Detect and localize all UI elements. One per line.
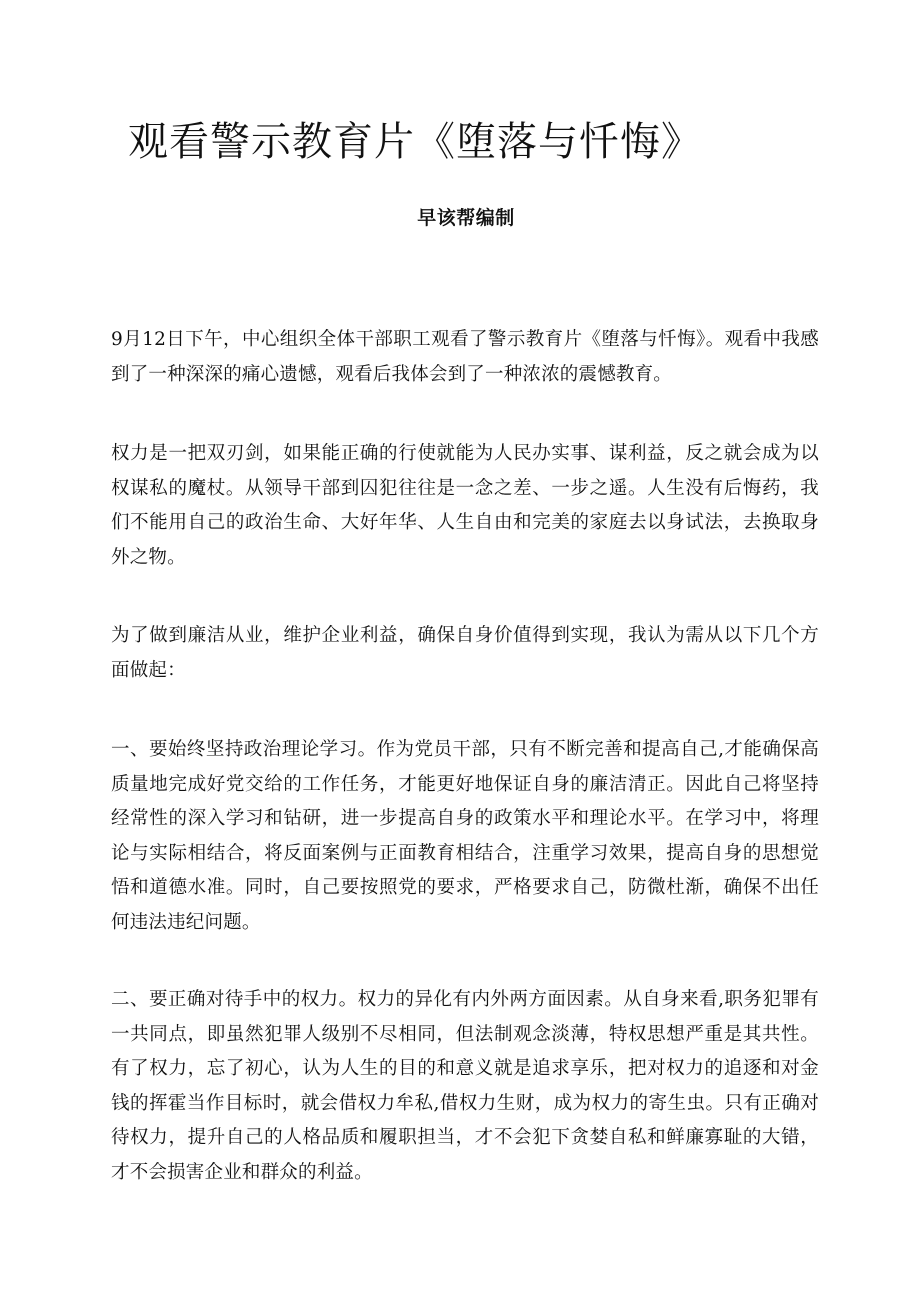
document-author: 早该帮编制 <box>417 207 515 229</box>
paragraph-point-two: 二、要正确对待手中的权力。权力的异化有内外两方面因素。从自身来看,职务犯罪有一共同点，即虽然犯罪人级别不尽相同，但法制观念淡薄，特权思想严重是其共性。有了权力，忘了初心，认为人生的目的和意义就是追求享乐，把对权力的追逐和对金钱的挥霍当作目标时，就会借权力牟私,借权力生财，成为权力的寄生虫。只有正确对待权力，提升自己的人格品质和履职担当，才不会犯下贪婪自私和鲜廉寡耻的大错，才不会损害企业和群众的利益。 <box>111 989 819 1183</box>
paragraph-intro: 9月12日下午，中心组织全体干部职工观看了警示教育片《堕落与忏悔》。观看中我感到了一种深深的痛心遗憾，观看后我体会到了一种浓浓的震憾教育。 <box>111 329 819 385</box>
paragraph-point-one: 一、要始终坚持政治理论学习。作为党员干部，只有不断完善和提高自己,才能确保高质量地完成好党交给的工作任务，才能更好地保证自身的廉洁清正。因此自己将坚持经常性的深入学习和钻研，进一步提高自身的政策水平和理论水平。在学习中，将理论与实际相结合，将反面案例与正面教育相结合，注重学习效果，提高自身的思想觉悟和道德水准。同时，自己要按照党的要求，严格要求自己，防微杜渐，确保不出任何违法违纪问题。 <box>111 739 819 933</box>
paragraph-approach: 为了做到廉洁从业，维护企业利益，确保自身价值得到实现，我认为需从以下几个方面做起： <box>111 625 819 681</box>
document-title: 观看警示教育片《堕落与忏悔》 <box>128 119 702 165</box>
paragraph-power: 权力是一把双刃剑，如果能正确的行使就能为人民办实事、谋利益，反之就会成为以权谋私的魔杖。从领导干部到囚犯往往是一念之差、一步之遥。人生没有后悔药，我们不能用自己的政治生命、大好年华、人生自由和完美的家庭去以身试法，去换取身外之物。 <box>111 443 819 568</box>
